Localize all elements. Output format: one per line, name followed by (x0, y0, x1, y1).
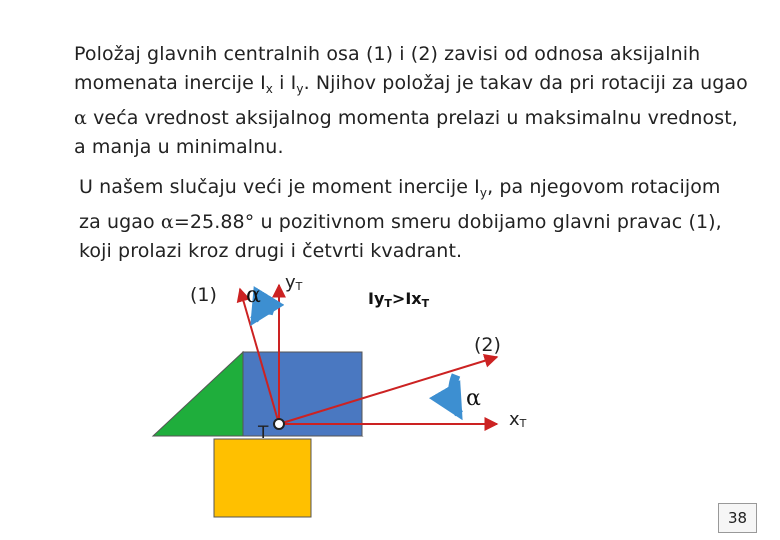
intro-line-4: a manja u minimalnu. (74, 136, 284, 158)
alpha-symbol: α (160, 211, 174, 233)
y-axis-label (285, 272, 303, 293)
intro-line-2b: i I (273, 72, 297, 94)
case-line-3: koji prolazi kroz drugi i četvrti kvadrant. (79, 240, 463, 262)
centroid-point (274, 419, 284, 429)
ix-sub: T (421, 297, 430, 310)
ix-label: Ix (405, 289, 422, 308)
green-triangle (153, 352, 243, 436)
x-axis-main: x (509, 409, 520, 430)
inertia-comparison (368, 289, 430, 310)
subscript-y: y (479, 186, 488, 200)
y-axis-sub: T (295, 280, 303, 293)
greater-than: > (391, 289, 406, 308)
rotation-arrow-right (453, 375, 459, 414)
page-number: 38 (718, 503, 757, 533)
intro-line-3: veća vrednost aksijalnog momenta prelazi u maksimalnu vrednost, (86, 107, 738, 129)
x-axis-sub: T (519, 417, 527, 430)
yellow-rectangle (214, 439, 311, 517)
case-line-1a: U našem slučaju veći je moment inercije I (79, 176, 480, 198)
subscript-x: x (265, 82, 273, 96)
iy-sub: T (384, 297, 392, 310)
axis-2-label: (2) (474, 334, 501, 356)
intro-line-2c: . Njihov položaj je takav da pri rotaciji za ugao (303, 72, 748, 94)
intro-line-1: Položaj glavnih centralnih osa (1) i (2) zavisi od odnosa aksijalnih (74, 43, 701, 65)
iy-label: Iy (368, 289, 385, 308)
alpha-symbol: α (74, 107, 87, 129)
rotation-arrow-left (254, 310, 274, 320)
alpha-label-right: α (466, 386, 481, 411)
centroid-label: T (258, 423, 269, 443)
y-axis-main: y (285, 272, 296, 293)
case-line-1b: , pa njegovom rotacijom (487, 176, 721, 198)
case-line-2a: za ugao (79, 211, 161, 233)
intro-line-2a: momenata inercije I (74, 72, 266, 94)
x-axis-label (509, 409, 527, 430)
subscript-y: y (296, 82, 304, 96)
alpha-label-left: α (246, 283, 261, 308)
axis-1-label: (1) (190, 284, 217, 306)
case-line-2b: =25.88° u pozitivnom smeru dobijamo glavni pravac (1), (173, 211, 722, 233)
